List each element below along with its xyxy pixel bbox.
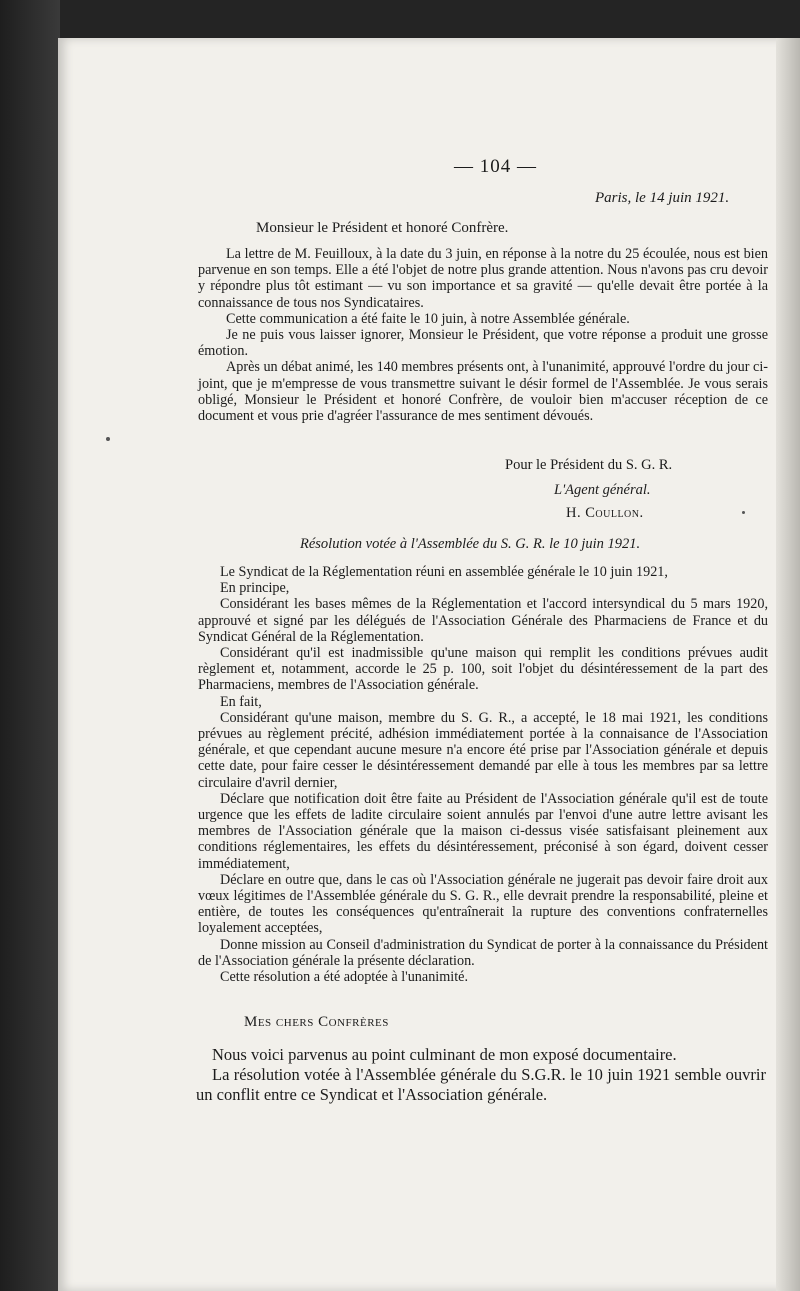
resolution-paragraph: Déclare que notification doit être faite au Président de l'Association générale qu'il est de toute urgence que les effets de ladite circulaire soient annulés par l'envoi d'une autre lettre avisant les membres de l'Association générale que la maison ci-dessus visée satisfaisant pleinement aux conditions réglementaires, les effets du désintéressement, préconisé à son égard, doivent cesser immédiatement, bbox=[198, 790, 768, 872]
final-paragraph: Nous voici parvenus au point culminant de mon exposé documentaire. bbox=[212, 1045, 677, 1064]
scan-background-left bbox=[0, 0, 60, 1291]
letter-paragraph: Cette communication a été faite le 10 juin, à notre Assemblée générale. bbox=[226, 310, 630, 327]
resolution-paragraph: En fait, bbox=[220, 693, 262, 710]
letter-body bbox=[198, 246, 768, 424]
resolution-paragraph: Considérant qu'il est inadmissible qu'une maison qui remplit les conditions prévues audit règlement et, notamment, accorde le 25 p. 100, soit l'objet du désintéressement de la part des Pharmaciens, membres de l'Association générale. bbox=[198, 645, 768, 694]
signature-line-3: H. Coullon. bbox=[566, 505, 644, 521]
signature-line-1: Pour le Président du S. G. R. bbox=[505, 457, 673, 473]
resolution-paragraph: Considérant les bases mêmes de la Réglementation et l'accord intersyndical du 5 mars 1920, approuvé et signé par les délégués de l'Association Générale des Pharmaciens de France et du Syndicat Général de la Réglementation. bbox=[198, 596, 768, 645]
letter-paragraph: La lettre de M. Feuilloux, à la date du 3 juin, en réponse à la notre du 25 écoulée, nous est bien parvenue en son temps. Elle a été l'objet de notre plus grande attention. Nous n'avons pas cru devoir y répondre plus tôt estimant — vu son importance et sa gravité — qu'elle devait être portée à la connaissance de tous nos Syndicataires. bbox=[198, 246, 768, 311]
scan-background-top bbox=[0, 0, 800, 40]
page-number: — 104 — bbox=[454, 156, 537, 177]
resolution-paragraph: Donne mission au Conseil d'administration du Syndicat de porter à la connaissance du Président de l'Association générale la présente déclaration. bbox=[198, 936, 768, 969]
closing-heading: Mes chers Confrères bbox=[244, 1014, 389, 1030]
ink-speck bbox=[742, 511, 745, 514]
resolution-paragraph: En principe, bbox=[220, 580, 290, 597]
letter-paragraph: Je ne puis vous laisser ignorer, Monsieur le Président, que votre réponse a produit une grosse émotion. bbox=[198, 327, 768, 360]
resolution-paragraph: Cette résolution a été adoptée à l'unanimité. bbox=[220, 969, 468, 986]
resolution-title: Résolution votée à l'Assemblée du S. G. R. le 10 juin 1921. bbox=[300, 536, 641, 552]
final-paragraph: La résolution votée à l'Assemblée générale du S.G.R. le 10 juin 1921 semble ouvrir un conflit entre ce Syndicat et l'Association générale. bbox=[196, 1065, 766, 1104]
letter-paragraph: Après un débat animé, les 140 membres présents ont, à l'unanimité, approuvé l'ordre du jour ci-joint, que je m'empresse de vous transmettre suivant le désir formel de l'Assemblée. Je vous serais obligé, Monsieur le Président et honoré Confrère, de vouloir bien m'accuser réception de ce document et vous prie d'agréer l'assurance de mes sentiment dévoués. bbox=[198, 359, 768, 425]
final-section bbox=[196, 1045, 766, 1105]
resolution-body bbox=[198, 564, 768, 985]
resolution-paragraph: Déclare en outre que, dans le cas où l'Association générale ne jugerait pas devoir faire droit aux vœux légitimes de l'Assemblée générale du S. G. R., elle devrait prendre la responsabilité, pleine et entière, de toutes les conséquences qu'entraînerait la rupture des conventions confraternelles loyalement acceptées, bbox=[198, 871, 768, 937]
ink-speck bbox=[106, 437, 110, 441]
page-edge bbox=[776, 38, 800, 1291]
signature-line-2: L'Agent général. bbox=[554, 482, 651, 498]
resolution-paragraph: Considérant qu'une maison, membre du S. G. R., a accepté, le 18 mai 1921, les conditions prévues au règlement précité, adhésion immédiatement portée à la connaisance de l'Association générale, et que cependant aucune mesure n'a encore été prise par l'Association générale et depuis cette date, pour faire cesser le désintéressement demandé par elle à tous les membres par sa lettre circulaire d'avril dernier, bbox=[198, 709, 768, 791]
resolution-paragraph: Le Syndicat de la Réglementation réuni en assemblée générale le 10 juin 1921, bbox=[220, 564, 668, 580]
date-line: Paris, le 14 juin 1921. bbox=[595, 190, 730, 206]
salutation: Monsieur le Président et honoré Confrère. bbox=[256, 220, 509, 236]
